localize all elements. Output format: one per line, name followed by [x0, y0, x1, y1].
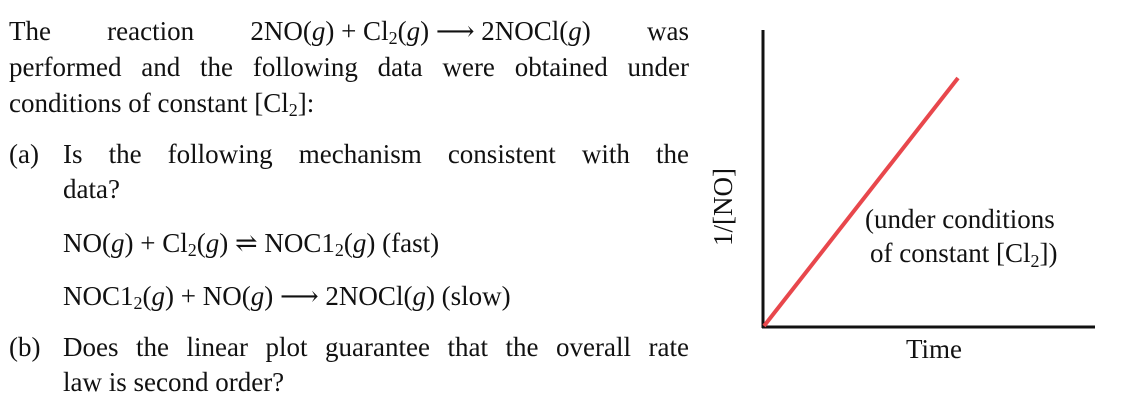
y-axis-label: 1/[NO] — [708, 168, 738, 246]
rate-plot — [700, 22, 1120, 382]
part-b-label: (b) — [9, 332, 41, 362]
part-b-line-1: Does the linear plot guarantee that the overall rate — [63, 332, 689, 362]
part-b-line-2: law is second order? — [63, 367, 285, 397]
mechanism-step-2: $NOC1_2(g) + NO(g)$ ⟶ 2NOCl(g) (slow) — [63, 281, 511, 313]
annotation-line-2: of constant [Cl2]) — [870, 238, 1058, 271]
intro-line-1: The reaction $2NO(g) + Cl_2(g)$ ⟶ 2NOCl(g) was — [9, 16, 689, 48]
x-axis-label: Time — [905, 334, 963, 364]
intro-line-3: conditions of constant $[Cl_2]$: — [9, 88, 315, 120]
annotation-line-1: (under conditions — [865, 204, 1055, 234]
part-a-line-1: Is the following mechanism consistent with the — [63, 139, 689, 169]
part-a-line-2: data? — [63, 174, 120, 204]
intro-line-2: performed and the following data were obtained under — [9, 52, 689, 82]
series-line — [764, 78, 958, 326]
mechanism-step-1: $NO(g) + Cl_2(g)$ ⇌ $NOC1_2(g)$ (fast) — [63, 228, 440, 260]
part-a-label: (a) — [9, 139, 39, 169]
